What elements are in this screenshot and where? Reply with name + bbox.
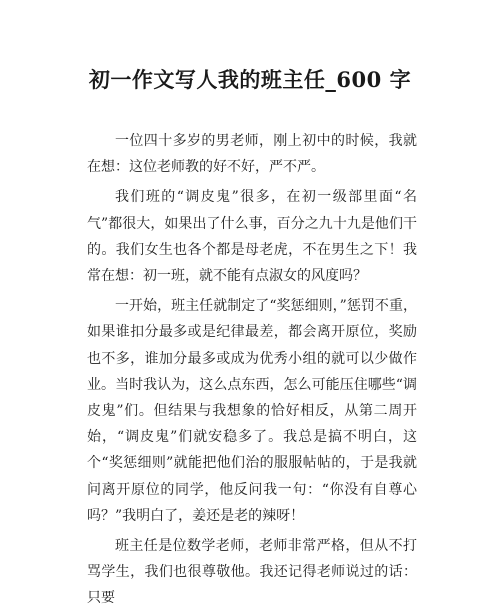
paragraph: 一开始，班主任就制定了“奖惩细则，”惩罚不重，如果谁扣分最多或是纪律最差，都会离开原位，奖励也不多，谁加分最多或成为优秀小组的就可以少做作业。当时我认为，这么点东西，怎么可能压住哪些“调皮鬼”们。但结果与我想象的恰好相反，从第二周开始，“调皮鬼”们就安稳多了。我总是搞不明白，这个“奖惩细则”就能把他们治的服服帖帖的，于是我就问离开原位的同学，他反问我一句：“你没有自尊心吗？”我明白了，姜还是老的辣呀！ <box>87 298 417 524</box>
paragraph: 班主任是位数学老师，老师非常严格，但从不打骂学生，我们也很尊敬他。我还记得老师说过的话：只要 <box>87 538 417 607</box>
paragraph: 我们班的“调皮鬼”很多，在初一级部里面“名气”都很大，如果出了什么事，百分之九十九是他们干的。我们女生也各个都是母老虎，不在男生之下！我常在想：初一班，就不能有点淑女的风度吗？ <box>87 189 417 285</box>
paragraph: 一位四十多岁的男老师，刚上初中的时候，我就在想：这位老师教的好不好，严不严。 <box>87 133 417 176</box>
document-title: 初一作文写人我的班主任_600 字 <box>88 67 412 92</box>
document-body <box>87 128 417 616</box>
